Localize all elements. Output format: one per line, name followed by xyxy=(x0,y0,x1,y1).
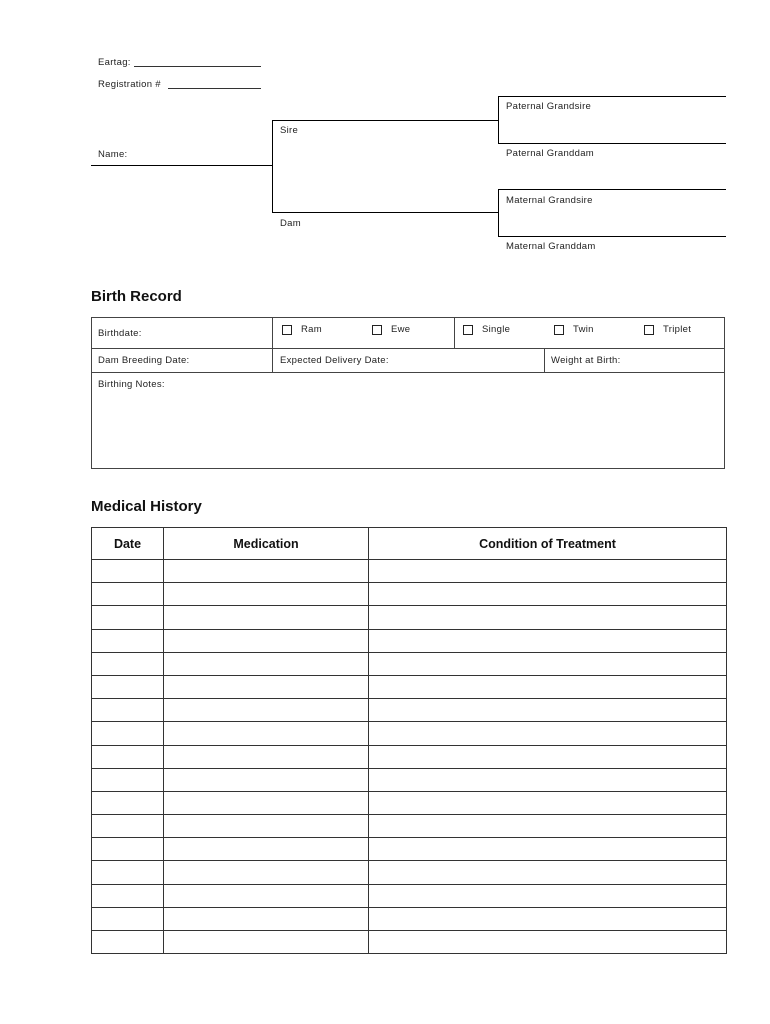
sire-label: Sire xyxy=(280,125,299,136)
date-cell[interactable] xyxy=(92,675,164,698)
medication-cell[interactable] xyxy=(164,768,369,791)
condition-cell[interactable] xyxy=(369,652,727,675)
name-label: Name: xyxy=(98,149,128,160)
table-row xyxy=(92,606,727,629)
table-row xyxy=(92,652,727,675)
medication-cell[interactable] xyxy=(164,907,369,930)
medication-cell[interactable] xyxy=(164,606,369,629)
pedigree-paternal-vertical xyxy=(498,96,499,144)
pedigree-paternal-granddam-line xyxy=(498,143,726,144)
table-row xyxy=(92,791,727,814)
medication-cell[interactable] xyxy=(164,815,369,838)
date-cell[interactable] xyxy=(92,629,164,652)
table-row xyxy=(92,675,727,698)
dam-breeding-date-label: Dam Breeding Date: xyxy=(98,355,190,366)
column-header-medication: Medication xyxy=(164,528,369,560)
registration-label: Registration # xyxy=(98,79,161,90)
date-cell[interactable] xyxy=(92,699,164,722)
medication-cell[interactable] xyxy=(164,838,369,861)
condition-cell[interactable] xyxy=(369,745,727,768)
medication-cell[interactable] xyxy=(164,861,369,884)
pedigree-maternal-granddam-line xyxy=(498,236,726,237)
expected-delivery-date-label: Expected Delivery Date: xyxy=(280,355,389,366)
condition-cell[interactable] xyxy=(369,861,727,884)
pedigree-parent-vertical xyxy=(272,120,273,213)
condition-cell[interactable] xyxy=(369,791,727,814)
condition-cell[interactable] xyxy=(369,907,727,930)
pedigree-maternal-grandsire-line xyxy=(498,189,726,190)
medication-cell[interactable] xyxy=(164,675,369,698)
table-row xyxy=(92,722,727,745)
table-row xyxy=(92,560,727,583)
single-checkbox[interactable]: Single xyxy=(463,324,510,335)
column-header-condition: Condition of Treatment xyxy=(369,528,727,560)
pedigree-sire-line xyxy=(272,120,499,121)
registration-field[interactable] xyxy=(168,88,261,89)
name-line[interactable] xyxy=(91,165,272,166)
triplet-checkbox[interactable]: Triplet xyxy=(644,324,691,335)
medication-cell[interactable] xyxy=(164,583,369,606)
pedigree-maternal-vertical xyxy=(498,189,499,237)
condition-cell[interactable] xyxy=(369,560,727,583)
checkbox-icon xyxy=(463,325,473,335)
medication-cell[interactable] xyxy=(164,560,369,583)
date-cell[interactable] xyxy=(92,815,164,838)
medication-cell[interactable] xyxy=(164,722,369,745)
medication-cell[interactable] xyxy=(164,629,369,652)
date-cell[interactable] xyxy=(92,652,164,675)
twin-checkbox[interactable]: Twin xyxy=(554,324,594,335)
date-cell[interactable] xyxy=(92,560,164,583)
birthdate-label: Birthdate: xyxy=(98,328,142,339)
weight-at-birth-label: Weight at Birth: xyxy=(551,355,621,366)
paternal-granddam-label: Paternal Granddam xyxy=(506,148,595,159)
condition-cell[interactable] xyxy=(369,838,727,861)
table-row xyxy=(92,815,727,838)
condition-cell[interactable] xyxy=(369,606,727,629)
medical-history-table xyxy=(91,527,727,954)
medical-history-title: Medical History xyxy=(91,498,202,515)
eartag-field[interactable] xyxy=(134,66,261,67)
table-row xyxy=(92,931,727,954)
date-cell[interactable] xyxy=(92,745,164,768)
condition-cell[interactable] xyxy=(369,768,727,791)
ram-checkbox[interactable]: Ram xyxy=(282,324,322,335)
table-row xyxy=(92,583,727,606)
checkbox-icon xyxy=(372,325,382,335)
table-row xyxy=(92,838,727,861)
table-row xyxy=(92,699,727,722)
pedigree-dam-line xyxy=(272,212,499,213)
pedigree-paternal-grandsire-line xyxy=(498,96,726,97)
date-cell[interactable] xyxy=(92,606,164,629)
medication-cell[interactable] xyxy=(164,791,369,814)
paternal-grandsire-label: Paternal Grandsire xyxy=(506,101,592,112)
table-row xyxy=(92,745,727,768)
medication-cell[interactable] xyxy=(164,699,369,722)
birthing-notes-label: Birthing Notes: xyxy=(98,379,165,390)
condition-cell[interactable] xyxy=(369,583,727,606)
condition-cell[interactable] xyxy=(369,699,727,722)
maternal-grandsire-label: Maternal Grandsire xyxy=(506,195,593,206)
condition-cell[interactable] xyxy=(369,931,727,954)
date-cell[interactable] xyxy=(92,838,164,861)
column-header-date: Date xyxy=(92,528,164,560)
date-cell[interactable] xyxy=(92,861,164,884)
date-cell[interactable] xyxy=(92,722,164,745)
checkbox-icon xyxy=(554,325,564,335)
medication-cell[interactable] xyxy=(164,884,369,907)
birth-record-title: Birth Record xyxy=(91,288,182,305)
medication-cell[interactable] xyxy=(164,652,369,675)
table-row xyxy=(92,861,727,884)
birth-record-table xyxy=(91,317,725,469)
condition-cell[interactable] xyxy=(369,884,727,907)
condition-cell[interactable] xyxy=(369,722,727,745)
date-cell[interactable] xyxy=(92,583,164,606)
table-row xyxy=(92,907,727,930)
table-row xyxy=(92,768,727,791)
table-row xyxy=(92,629,727,652)
condition-cell[interactable] xyxy=(369,629,727,652)
condition-cell[interactable] xyxy=(369,815,727,838)
condition-cell[interactable] xyxy=(369,675,727,698)
date-cell[interactable] xyxy=(92,768,164,791)
date-cell[interactable] xyxy=(92,907,164,930)
date-cell[interactable] xyxy=(92,791,164,814)
checkbox-icon xyxy=(282,325,292,335)
medication-cell[interactable] xyxy=(164,931,369,954)
maternal-granddam-label: Maternal Granddam xyxy=(506,241,596,252)
date-cell[interactable] xyxy=(92,931,164,954)
ewe-checkbox[interactable]: Ewe xyxy=(372,324,410,335)
checkbox-icon xyxy=(644,325,654,335)
dam-label: Dam xyxy=(280,218,301,229)
eartag-label: Eartag: xyxy=(98,57,131,68)
date-cell[interactable] xyxy=(92,884,164,907)
table-row xyxy=(92,884,727,907)
medication-cell[interactable] xyxy=(164,745,369,768)
